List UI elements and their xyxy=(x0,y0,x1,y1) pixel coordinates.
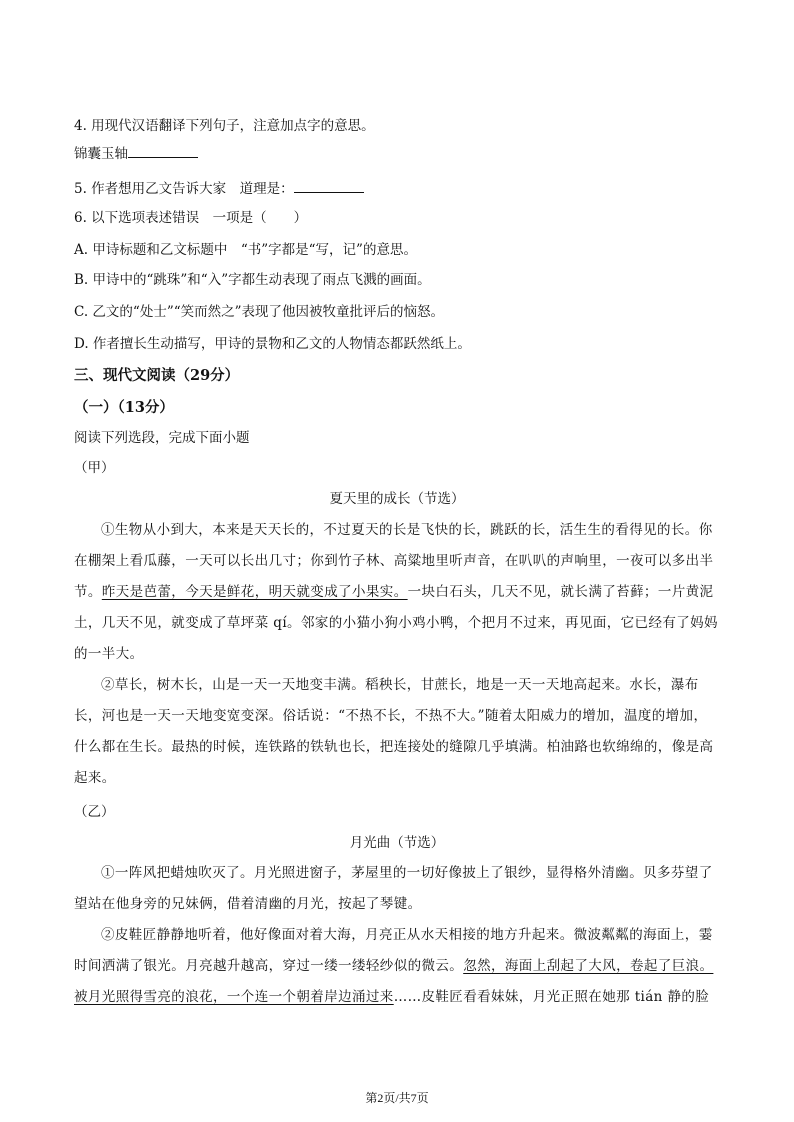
passage-yi-paragraph-1: ①一阵风把蜡烛吹灭了。月光照进窗子，茅屋里的一切好像披上了银纱，显得格外清幽。贝多芬望了望站在他身旁的兄妹俩，借着清幽的月光，按起了琴键。 xyxy=(74,865,713,912)
question-6-option-b: B. 甲诗中的“跳珠”和“入”字都生动表现了雨点飞溅的画面。 xyxy=(74,272,431,288)
jia-p1-underlined: 昨天是芭蕾，今天是鲜花，明天就变成了小果实。 xyxy=(101,584,408,600)
question-4-blank[interactable] xyxy=(128,143,198,158)
passage-yi-title: 月光曲（节选） xyxy=(349,835,445,851)
question-6-option-d: D. 作者擅长生动描写，甲诗的景物和乙文的人物情态都跃然纸上。 xyxy=(74,336,471,352)
jia-p1-text-b: 一块白石头，几天不见，就长满了苔藓；一片黄泥土，几天不见，就变成了草坪菜 qí。邻家的小猫小狗小鸡小鸭，个把月不过来，再见面，它已经有了妈妈的一半大。 xyxy=(74,584,718,662)
question-5-text: 5. 作者想用乙文告诉大家 道理是： xyxy=(74,181,294,197)
yi-p2-text-a: ②皮鞋匠静静地听着，他好像面对着大海，月亮正从水天相接的地方升起来。微波粼粼的海面上，霎时间洒满了银光。月亮越升越高，穿过一缕一缕轻纱似的微云。 xyxy=(74,927,713,974)
question-4-phrase: 锦囊玉轴 xyxy=(74,146,128,162)
page-number: 第2页/共7页 xyxy=(365,1091,429,1105)
question-6-stem: 6. 以下选项表述错误 一项是（ ） xyxy=(74,210,308,226)
passage-jia-paragraph-2: ②草长，树木长，山是一天一天地变丰满。稻秧长，甘蔗长，地是一天一天地高起来。水长，瀑布长，河也是一天一天地变宽变深。俗话说：“不热不长，不热不大。”随着太阳威力的增加，温度的增加，什么都在生长。最热的时候，连铁路的铁轨也长，把连接处的缝隙几乎填满。柏油路也软绵绵的，像是高起来。 xyxy=(74,677,714,786)
question-4-prompt: 4. 用现代汉语翻译下列句子，注意加点字的意思。 xyxy=(74,118,375,134)
question-6-option-a: A. 甲诗标题和乙文标题中 “书”字都是“写，记”的意思。 xyxy=(74,242,417,258)
passage-jia-title: 夏天里的成长（节选） xyxy=(329,491,465,507)
passage-jia-label: （甲） xyxy=(74,460,115,476)
yi-p2-underlined: 忽然，海面上刮起了大风，卷起了巨浪。被月光照得雪亮的浪花，一个连一个朝着岸边涌过来 xyxy=(74,958,714,1005)
passage-yi-paragraph-2 xyxy=(74,920,720,1013)
question-5-blank[interactable] xyxy=(294,178,364,193)
section-3-title: 三、现代文阅读（29分） xyxy=(74,367,240,384)
passage-jia-paragraph-1 xyxy=(74,515,720,670)
passage-yi-label: （乙） xyxy=(74,804,115,820)
section-3-subsection-1: （一）（13分） xyxy=(74,399,174,416)
passage-jia xyxy=(74,515,720,794)
question-6-option-c: C. 乙文的“处士”“笑而然之”表现了他因被牧童批评后的恼怒。 xyxy=(74,304,445,320)
yi-p2-text-b: ……皮鞋匠看看妹妹，月光正照在她那 tián 静的脸 xyxy=(393,989,710,1005)
question-4-answer-line xyxy=(74,143,724,164)
jia-p1-text-a: ①生物从小到大，本来是天天长的，不过夏天的长是飞快的长，跳跃的长，活生生的看得见的长。你在棚架上看瓜藤，一天可以长出几寸；你到竹子林、高粱地里听声音，在叭叭的声响里，一夜可以多出半节。 xyxy=(74,522,714,600)
question-5 xyxy=(74,178,724,199)
passage-yi xyxy=(74,858,720,1013)
reading-instruction: 阅读下列选段，完成下面小题 xyxy=(74,430,250,446)
